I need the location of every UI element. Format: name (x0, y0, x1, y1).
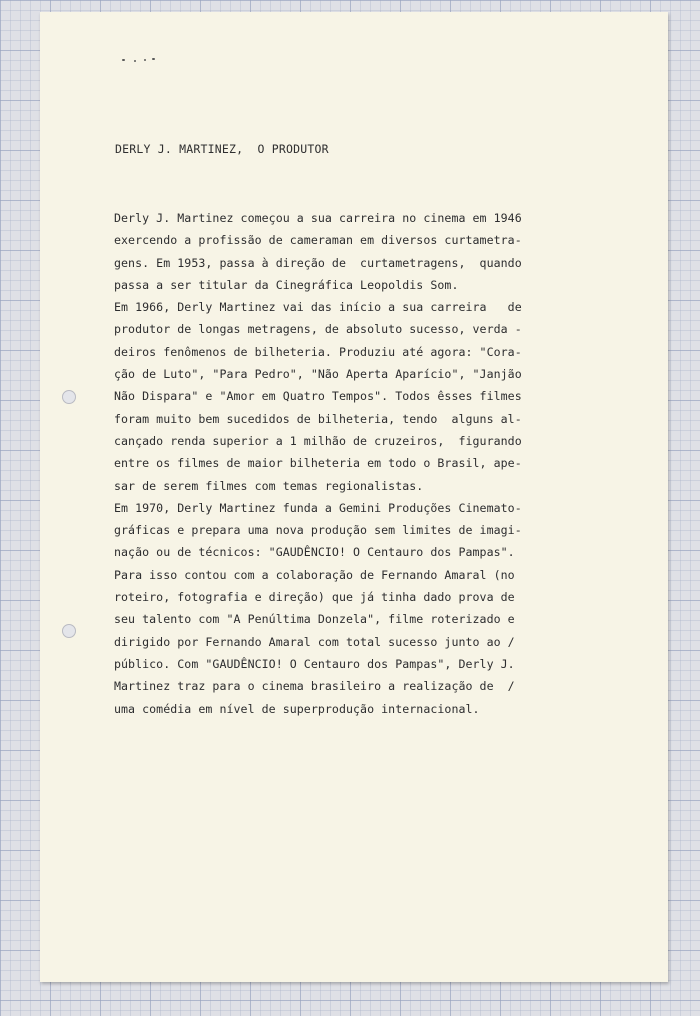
body-line: público. Com "GAUDÊNCIO! O Centauro dos Pampas", Derly J. (114, 656, 515, 671)
ink-mark (120, 56, 160, 62)
body-line: nação ou de técnicos: "GAUDÊNCIO! O Centauro dos Pampas". (114, 545, 515, 560)
body-line: Em 1970, Derly Martinez funda a Gemini Produções Cinemato- (114, 500, 522, 515)
document-title: DERLY J. MARTINEZ, O PRODUTOR (115, 142, 329, 156)
body-line: exercendo a profissão de cameraman em diversos curtametra- (114, 233, 522, 248)
body-line: dirigido por Fernando Amaral com total sucesso junto ao / (114, 634, 515, 649)
body-line: uma comédia em nível de superprodução internacional. (114, 701, 480, 716)
punch-hole (62, 390, 76, 404)
body-line: gráficas e prepara uma nova produção sem limites de imagi- (114, 523, 522, 538)
body-line: deiros fenômenos de bilheteria. Produziu até agora: "Cora- (114, 344, 522, 359)
body-line: Derly J. Martinez começou a sua carreira no cinema em 1946 (114, 211, 522, 225)
body-line: Em 1966, Derly Martinez vai das início a sua carreira de (114, 300, 522, 315)
body-line: seu talento com "A Penúltima Donzela", filme roterizado e (114, 612, 515, 627)
body-line: gens. Em 1953, passa à direção de curtametragens, quando (114, 255, 522, 270)
body-line: ção de Luto", "Para Pedro", "Não Aperta Aparício", "Janjão (114, 367, 522, 382)
body-line: entre os filmes de maior bilheteria em todo o Brasil, ape- (114, 456, 522, 471)
document-body (114, 207, 614, 720)
body-line: Para isso contou com a colaboração de Fernando Amaral (no (114, 567, 515, 582)
body-line: Martinez traz para o cinema brasileiro a realização de / (114, 679, 515, 694)
body-line: passa a ser titular da Cinegráfica Leopoldis Som. (114, 277, 459, 292)
punch-hole (62, 624, 76, 638)
body-line: cançado renda superior a 1 milhão de cruzeiros, figurando (114, 433, 522, 448)
body-line: sar de serem filmes com temas regionalistas. (114, 478, 424, 493)
body-line: foram muito bem sucedidos de bilheteria, tendo alguns al- (114, 411, 522, 426)
body-line: Não Dispara" e "Amor em Quatro Tempos". Todos êsses filmes (114, 389, 522, 404)
body-line: produtor de longas metragens, de absoluto sucesso, verda - (114, 322, 522, 337)
body-line: roteiro, fotografia e direção) que já tinha dado prova de (114, 590, 515, 605)
